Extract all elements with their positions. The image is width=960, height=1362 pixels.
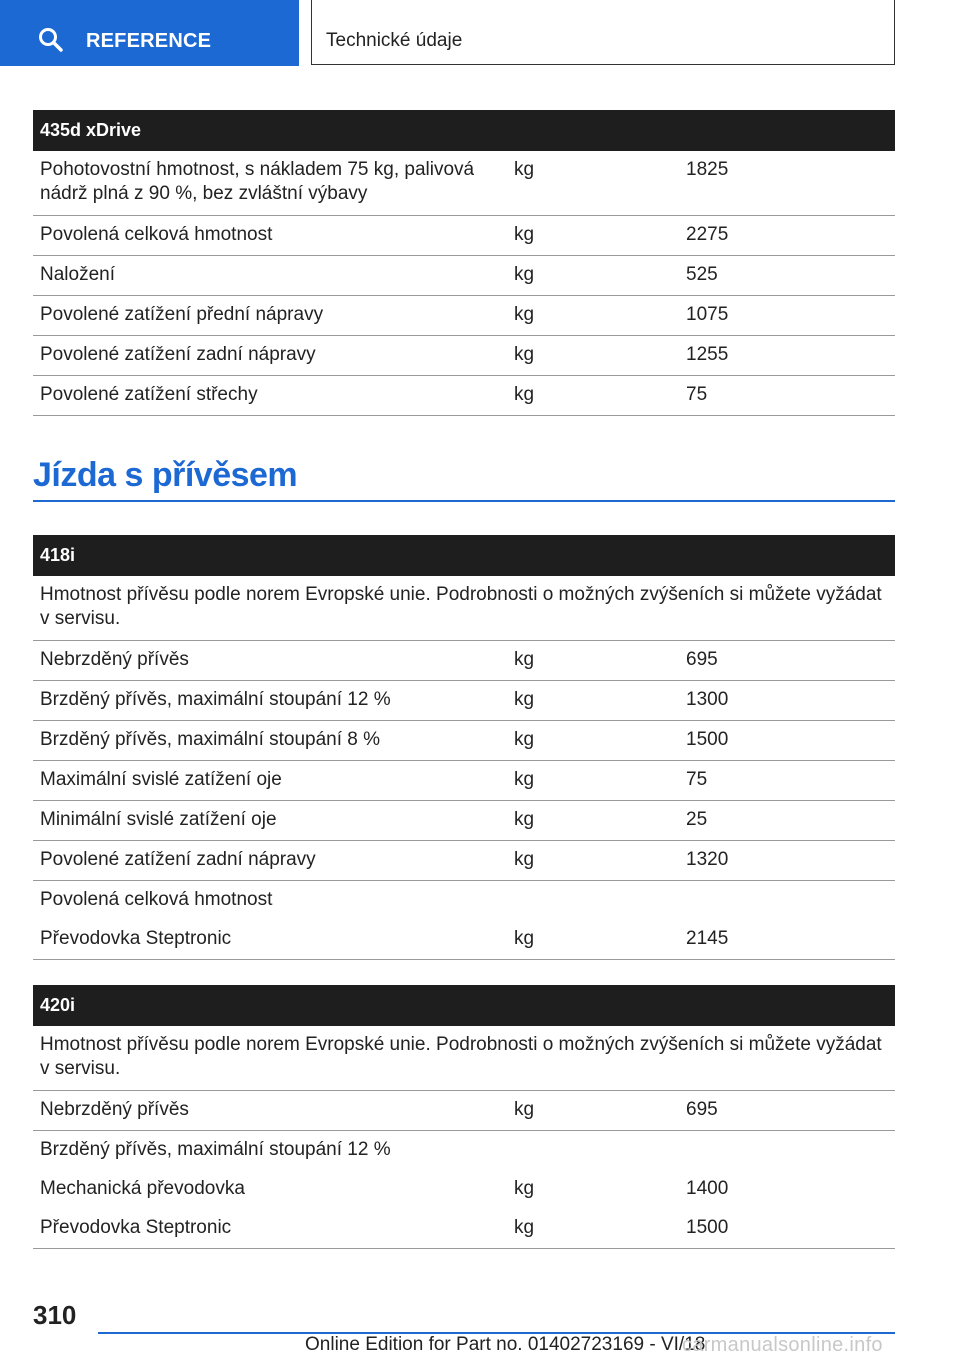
spec-table-435d [33,110,895,416]
row-value: 25 [679,801,895,841]
row-value: 1500 [679,1209,895,1249]
row-value: 1300 [679,681,895,721]
row-label: Nebrzděný přívěs [33,1091,507,1131]
row-unit: kg [507,216,679,256]
row-unit: kg [507,1091,679,1131]
reference-tab[interactable] [0,0,299,66]
search-icon [38,27,64,53]
table-row [33,841,895,881]
row-value: 695 [679,1091,895,1131]
row-unit: kg [507,761,679,801]
table-row [33,376,895,416]
row-value: 1075 [679,296,895,336]
table-row [33,151,895,216]
table-row [33,216,895,256]
table-group-row [33,1131,895,1171]
row-unit: kg [507,641,679,681]
spec-table-420i [33,985,895,1249]
row-label: Povolené zatížení zadní nápravy [33,841,507,881]
group-label: Brzděný přívěs, maximální stoupání 12 % [40,1139,391,1160]
table-heading: 418i [33,535,895,576]
row-label: Převodovka Steptronic [33,920,507,960]
table-heading: 420i [33,985,895,1026]
row-label: Nebrzděný přívěs [33,641,507,681]
watermark: carmanualsonline.info [682,1334,883,1356]
row-value: 525 [679,256,895,296]
row-unit: kg [507,296,679,336]
row-label: Povolené zatížení střechy [33,376,507,416]
row-label: Minimální svislé zatížení oje [33,801,507,841]
top-bar [0,0,960,66]
row-unit: kg [507,801,679,841]
row-value: 1255 [679,336,895,376]
row-value: 2145 [679,920,895,960]
row-unit: kg [514,1178,535,1199]
table-row [33,1091,895,1131]
row-value: 695 [679,641,895,681]
row-value: 1400 [686,1178,729,1199]
table-row [33,296,895,336]
table-heading: 435d xDrive [33,110,895,151]
row-unit: kg [507,920,679,960]
row-label: Brzděný přívěs, maximální stoupání 8 % [33,721,507,761]
table-row [33,1209,895,1249]
row-value: 1500 [679,721,895,761]
chapter-title-box [311,0,895,65]
row-unit: kg [507,841,679,881]
row-value: 75 [679,376,895,416]
row-label: Pohotovostní hmotnost, s nákladem 75 kg, palivová nádrž plná z 90 %, bez zvláštní výbavy [33,151,507,216]
table-row [33,721,895,761]
row-label: Převodovka Steptronic [33,1209,507,1249]
chapter-title: Technické údaje [326,30,463,51]
table-note-row [33,576,895,641]
row-label: Mechanická převodovka [40,1178,245,1199]
row-unit: kg [507,151,679,216]
table-note-row [33,1026,895,1091]
row-value: 2275 [679,216,895,256]
row-label: Naložení [33,256,507,296]
reference-label: REFERENCE [86,30,212,52]
edition-text: Online Edition for Part no. 01402723169 - VI/18 [305,1334,706,1355]
row-value: 1320 [679,841,895,881]
table-row [33,256,895,296]
row-unit: kg [507,376,679,416]
table-group-row [33,881,895,921]
table-note: Hmotnost přívěsu podle norem Evropské unie. Podrobnosti o možných zvýšeních si můžete vyžádat v servisu. [33,576,895,641]
row-label: Brzděný přívěs, maximální stoupání 12 % [33,681,507,721]
group-label: Povolená celková hmotnost [40,889,273,910]
row-unit: kg [507,1209,679,1249]
table-row [33,641,895,681]
table-row [33,920,895,960]
table-note: Hmotnost přívěsu podle norem Evropské unie. Podrobnosti o možných zvýšeních si můžete vyžádat v servisu. [33,1026,895,1091]
row-unit: kg [507,336,679,376]
row-unit: kg [507,256,679,296]
row-label: Povolená celková hmotnost [33,216,507,256]
table-row [33,681,895,721]
row-label: Maximální svislé zatížení oje [33,761,507,801]
table-row [33,761,895,801]
table-row [33,801,895,841]
table-row [33,336,895,376]
row-value: 1825 [679,151,895,216]
row-unit: kg [507,681,679,721]
row-unit: kg [507,721,679,761]
section-title: Jízda s přívěsem [33,456,895,502]
spec-table-418i [33,535,895,960]
table-row [33,1170,895,1209]
row-label: Povolené zatížení zadní nápravy [33,336,507,376]
row-label: Povolené zatížení přední nápravy [33,296,507,336]
row-value: 75 [679,761,895,801]
page-number: 310 [33,1300,77,1330]
